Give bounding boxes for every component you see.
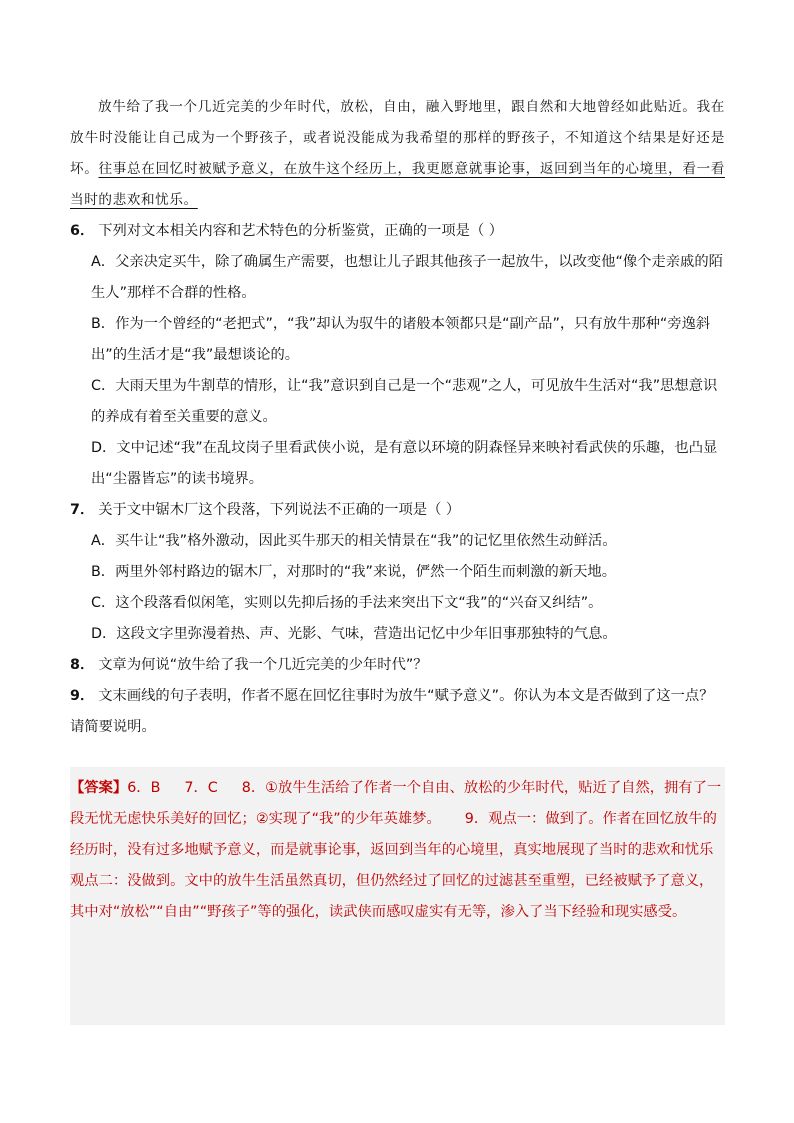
question-stem: 关于文中锯木厂这个段落，下列说法不正确的一项是（ ）	[98, 502, 461, 518]
document-body	[70, 92, 725, 743]
question-number: 7．	[70, 502, 95, 518]
option-7b: B．两里外邻村路边的锯木厂，对那时的“我”来说，俨然一个陌生而刺激的新天地。	[91, 564, 617, 580]
answer-tag: 【答案】	[70, 780, 128, 796]
passage-paragraph	[70, 92, 725, 216]
question-stem: 文末画线的句子表明，作者不愿在回忆往事时为放牛“赋予意义”。你认为本文是否做到了这一点？请简要说明。	[70, 688, 714, 735]
answer-paragraph-1	[70, 773, 725, 866]
answer-6: 6．B	[127, 780, 161, 796]
question-stem: 文章为何说“放牛给了我一个几近完美的少年时代”？	[98, 657, 428, 673]
question-stem: 下列对文本相关内容和艺术特色的分析鉴赏，正确的一项是（ ）	[98, 223, 504, 239]
option-6a: A．父亲决定买牛，除了确属生产需要，也想让儿子跟其他孩子一起放牛，以改变他“像个走亲戚的陌生人”那样不合群的性格。	[91, 254, 723, 301]
question-number: 8．	[70, 657, 95, 673]
question-9	[70, 681, 725, 743]
option-7c: C．这个段落看似闲笔，实则以先抑后扬的手法来突出下文“我”的“兴奋又纠结”。	[91, 595, 603, 611]
question-number: 6．	[70, 223, 95, 239]
question-number: 9．	[70, 688, 95, 704]
answer-9-view-2: 观点二：没做到。文中的放牛生活虽然真切，但仍然经过了回忆的过滤甚至重塑，已经被赋予了意义，其中对“放松”“自由”“野孩子”等的强化，读武侠而感叹虚实有无等，渗入了当下经验和现实感受。	[70, 873, 714, 920]
option-6c: C．大雨天里为牛割草的情形，让“我”意识到自己是一个“悲观”之人，可见放牛生活对“我”思想意识的养成有着至关重要的意义。	[91, 378, 718, 425]
answer-9-view-1: 9．观点一：做到了。作者在回忆放牛的经历时，没有过多地赋予意义，而是就事论事，返回到当年的心境里，真实地展现了当时的悲欢和忧乐	[70, 811, 717, 858]
option-6b: B．作为一个曾经的“老把式”，“我”却认为驭牛的诸般本领都只是“副产品”，只有放牛那种“旁逸斜出”的生活才是“我”最想谈论的。	[91, 316, 711, 363]
question-6	[70, 216, 725, 247]
option-7a: A．买牛让“我”格外激动，因此买牛那天的相关情景在“我”的记忆里依然生动鲜活。	[91, 533, 617, 549]
underlined-sentence: 往事总在回忆时被赋予意义，在放牛这个经历上，我更愿意就事论事，返回到当年的心境里，看一看当时的悲欢和忧乐。	[70, 161, 725, 208]
answer-7: 7．C	[184, 780, 218, 796]
question-7	[70, 495, 725, 526]
answer-8: 8．①放牛生活给了作者一个自由、放松的少年时代，贴近了自然，拥有了一段无忧无虑快乐美好的回忆；②实现了“我”的少年英雄梦。	[70, 780, 722, 827]
answer-section	[70, 773, 725, 928]
question-8	[70, 650, 725, 681]
option-6d: D．文中记述“我”在乱坟岗子里看武侠小说，是有意以环境的阴森怪异来映衬看武侠的乐趣，也凸显出“尘嚣皆忘”的读书境界。	[91, 440, 718, 487]
passage-text: 放牛给了我一个几近完美的少年时代，放松，自由，融入野地里，跟自然和大地曾经如此贴近。我在放牛时没能让自己成为一个野孩子，或者说没能成为我希望的那样的野孩子，不知道这个结果是好还是坏。	[70, 99, 725, 177]
option-7d: D．这段文字里弥漫着热、声、光影、气味，营造出记忆中少年旧事那独特的气息。	[91, 626, 617, 642]
